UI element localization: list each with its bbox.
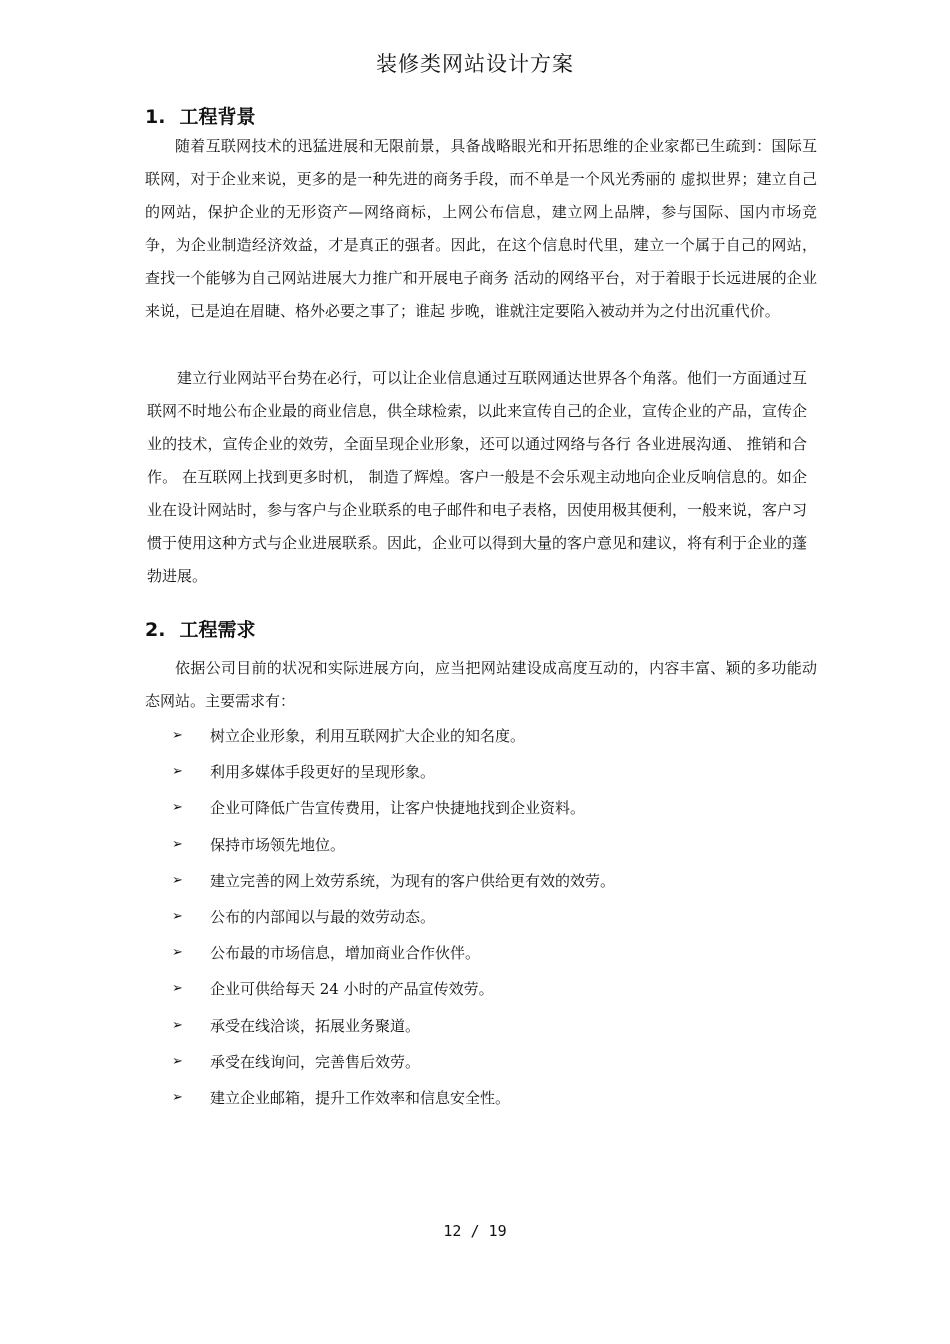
- list-item-text: 树立企业形象，利用互联网扩大企业的知名度。: [210, 727, 526, 745]
- section-2-heading: [145, 615, 255, 642]
- arrow-bullet-icon: ➢: [172, 836, 183, 852]
- list-item: [172, 903, 615, 939]
- arrow-bullet-icon: ➢: [172, 981, 183, 997]
- arrow-bullet-icon: ➢: [172, 800, 183, 816]
- list-item: [172, 1048, 615, 1084]
- section-1-paragraph-1: 随着互联网技术的迅猛进展和无限前景，具备战略眼光和开拓思维的企业家都已生疏到：国际互联网，对于企业来说，更多的是一种先进的商务手段，而不单是一个风光秀丽的 虚拟世界；建立自己的网站，保护企业的无形资产—网络商标，上网公布信息，建立网上品牌，参与国际、国内市场竞争，为企业制造经济效益，才是真正的强者。因此，在这个信息时代里，建立一个属于自己的网站，查找一个能够为自己网站进展大力推广和开展电子商务 活动的网络平台，对于着眼于长远进展的企业来说，已是迫在眉睫、格外必要之事了；谁起 步晚，谁就注定要陷入被动并为之付出沉重代价。: [145, 137, 817, 320]
- list-item-text: 利用多媒体手段更好的呈现形象。: [210, 763, 436, 782]
- list-item-text: 承受在线询问，完善售后效劳。: [210, 1052, 421, 1071]
- arrow-bullet-icon: ➢: [172, 1053, 183, 1069]
- arrow-bullet-icon: ➢: [172, 908, 183, 924]
- list-item-text: 企业可降低广告宣传费用，让客户快捷地找到企业资料。: [210, 799, 586, 818]
- list-item-text: 保持市场领先地位。: [210, 835, 346, 854]
- section-2-paragraph-1: 依据公司目前的状况和实际进展方向，应当把网站建设成高度互动的，内容丰富、颖的多功能动态网站。主要需求有：: [145, 659, 817, 710]
- list-item-text: 企业可供给每天 24 小时的产品宣传效劳。: [210, 980, 494, 999]
- arrow-bullet-icon: ➢: [172, 1017, 183, 1033]
- page-number: 12 / 19: [443, 1222, 507, 1240]
- list-item-text: 公布最的市场信息，增加商业合作伙伴。: [210, 944, 481, 963]
- list-item: [172, 975, 615, 1011]
- list-item: [172, 1012, 615, 1048]
- section-2-title: 工程需求: [179, 619, 256, 641]
- arrow-bullet-icon: ➢: [172, 1089, 183, 1105]
- section-1-number: 1.: [145, 106, 166, 128]
- list-item: [172, 794, 615, 830]
- list-item: [172, 758, 615, 794]
- list-item: [172, 939, 615, 975]
- requirements-list: [172, 722, 615, 1120]
- list-item: [172, 722, 615, 758]
- section-1-paragraph-2: 建立行业网站平台势在必行，可以让企业信息通过互联网通达世界各个角落。他们一方面通过互联网不时地公布企业最的商业信息，供全球检索，以此来宣传自己的企业，宣传企业的产品，宣传企业的技术，宣传企业的效劳，全面呈现企业形象，还可以通过网络与各行 各业进展沟通、 推销和合作。 在互联网上找到更多时机， 制造了辉煌。客户一般是不会乐观主动地向企业反响信息的。如企业在设计网站时，参与客户与企业联系的电子邮件和电子表格，因使用极其便利，一般来说，客户习惯于使用这种方式与企业进展联系。因此，企业可以得到大量的客户意见和建议，将有利于企业的蓬勃进展。: [147, 369, 808, 585]
- list-item-text: 建立企业邮箱，提升工作效率和信息安全性。: [210, 1088, 511, 1107]
- section-1-title: 工程背景: [179, 106, 256, 128]
- arrow-bullet-icon: ➢: [172, 728, 183, 743]
- arrow-bullet-icon: ➢: [172, 945, 183, 961]
- list-item-text: 承受在线洽谈，拓展业务聚道。: [210, 1016, 421, 1035]
- list-item: [172, 831, 615, 867]
- page-title: 装修类网站设计方案: [376, 52, 574, 76]
- section-1-heading: [145, 102, 255, 129]
- list-item-text: 公布的内部闻以与最的效劳动态。: [210, 907, 436, 926]
- arrow-bullet-icon: ➢: [172, 764, 183, 780]
- list-item: [172, 867, 615, 903]
- list-item: [172, 1084, 615, 1120]
- list-item-text: 建立完善的网上效劳系统，为现有的客户供给更有效的效劳。: [210, 871, 616, 890]
- section-2-number: 2.: [145, 619, 166, 641]
- arrow-bullet-icon: ➢: [172, 872, 183, 888]
